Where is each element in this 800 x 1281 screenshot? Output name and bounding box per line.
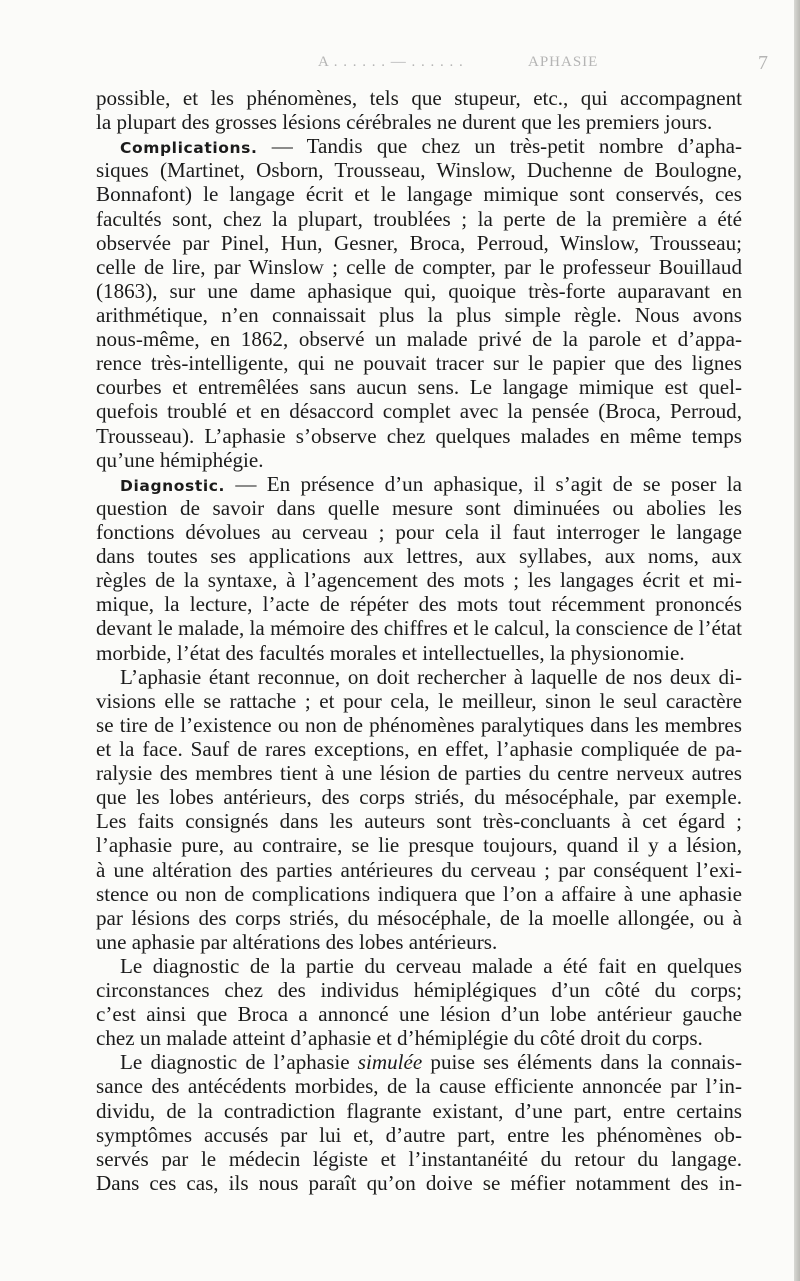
- text-line: règles de la syntaxe, à l’agencement des mots ; les langages écrit et mi-: [96, 568, 742, 593]
- running-header-bleedthrough: [0, 52, 800, 76]
- text-line: ralysie des membres tient à une lésion de parties du centre nerveux autres: [96, 761, 742, 786]
- text-line: dans toutes ses applications aux lettres, aux syllabes, aux noms, aux: [96, 544, 742, 569]
- text-line: une aphasie par altérations des lobes antérieurs.: [96, 929, 498, 954]
- text-line: mique, la lecture, l’acte de répéter des mots tout récemment prononcés: [96, 592, 742, 617]
- text-line: Trousseau). L’aphasie s’observe chez quelques malades en même temps: [96, 423, 742, 448]
- text-line: siques (Martinet, Osborn, Trousseau, Winslow, Duchenne de Boulogne,: [96, 158, 742, 183]
- text-line: que les lobes antérieurs, des corps striés, du mésocéphale, par exemple.: [96, 785, 742, 810]
- page-edge: [794, 0, 800, 1281]
- header-left: A . . . . . . — . . . . . .: [318, 54, 464, 70]
- text-line: servés par le médecin légiste et l’instantanéité du retour du langage.: [96, 1146, 742, 1171]
- text-line: c’est ainsi que Broca a annoncé une lésion d’un lobe antérieur gauche: [96, 1002, 742, 1027]
- text-line: stence ou non de complications indiquera que l’on a affaire à une aphasie: [96, 881, 742, 906]
- text-line: possible, et les phénomènes, tels que stupeur, etc., qui accompagnent: [96, 86, 742, 110]
- text-line: Le diagnostic de la partie du cerveau malade a été fait en quelques: [120, 953, 742, 978]
- text-line: qu’une hémiphégie.: [96, 447, 264, 472]
- text-line: rence très-intelligente, qui ne pouvait tracer sur le papier que des lignes: [96, 351, 742, 376]
- text-line: Le diagnostic de l’aphasie simulée puise ses éléments dans la connais-: [120, 1050, 742, 1075]
- text-line: circonstances chez des individus hémiplégiques d’un côté du corps;: [96, 978, 742, 1003]
- text-line: et la face. Sauf de rares exceptions, en effet, l’aphasie compliquée de pa-: [96, 736, 742, 761]
- text-line: se tire de l’existence ou non de phénomènes paralytiques dans les membres: [96, 712, 742, 737]
- text-line: quefois troublé et en désaccord complet avec la pensée (Broca, Perroud,: [96, 399, 742, 424]
- emphasis-simulee: simulée: [357, 1050, 423, 1075]
- text-line: Complications. — Tandis que chez un très-petit nombre d’apha-: [120, 134, 742, 159]
- text-line: l’aphasie pure, au contraire, se lie presque toujours, quand il y a lésion,: [96, 833, 742, 858]
- text-line: la plupart des grosses lésions cérébrales ne durent que les premiers jours.: [96, 110, 713, 135]
- text-line: Bonnafont) le langage écrit et le langage mimique sont conservés, ces: [96, 182, 742, 207]
- text-line: question de savoir dans quelle mesure sont diminuées ou abolies les: [96, 495, 742, 520]
- text-line: devant le malade, la mémoire des chiffres et le calcul, la conscience de l’état: [96, 616, 742, 641]
- body-text: [96, 86, 742, 1195]
- text-line: sance des antécédents morbides, de la cause efficiente annoncée par l’in-: [96, 1074, 742, 1099]
- text-line: fonctions dévolues au cerveau ; pour cela il faut interroger le langage: [96, 519, 742, 544]
- text-line: Dans ces cas, ils nous paraît qu’on doive se méfier notamment des in-: [96, 1170, 742, 1195]
- section-heading-diagnostic: Diagnostic.: [120, 476, 226, 495]
- text-line: symptômes accusés par lui et, d’autre part, entre les phénomènes ob-: [96, 1122, 742, 1147]
- header-right: APHASIE: [528, 54, 599, 70]
- text-line: observée par Pinel, Hun, Gesner, Broca, Perroud, Winslow, Trousseau;: [96, 230, 742, 255]
- text-line: morbide, l’état des facultés morales et intellectuelles, la physionomie.: [96, 640, 685, 665]
- text-line: Diagnostic. — En présence d’un aphasique, il s’agit de se poser la: [120, 471, 742, 496]
- text-line: courbes et entremêlées sans aucun sens. Le langage mimique est quel-: [96, 375, 742, 400]
- text-line: à une altération des parties antérieures du cerveau ; par conséquent l’exi-: [96, 857, 742, 882]
- text-line: Les faits consignés dans les auteurs sont très-concluants à cet égard ;: [96, 809, 742, 834]
- text-line: par lésions des corps striés, du mésocéphale, de la moelle allongée, ou à: [96, 905, 742, 930]
- text-line: celle de lire, par Winslow ; celle de compter, par le professeur Bouillaud: [96, 254, 742, 279]
- text-line: arithmétique, n’en connaissait plus la plus simple règle. Nous avons: [96, 302, 742, 327]
- section-heading-complications: Complications.: [120, 139, 258, 158]
- text-line: chez un malade atteint d’aphasie et d’hémiplégie du côté droit du corps.: [96, 1026, 703, 1051]
- text-line: nous-même, en 1862, observé un malade privé de la parole et d’appa-: [96, 327, 742, 352]
- text-line: facultés sont, chez la plupart, troublées ; la perte de la première a été: [96, 206, 742, 231]
- text-line: visions elle se rattache ; et pour cela, le meilleur, sinon le seul caractère: [96, 688, 742, 713]
- page-number: 7: [758, 52, 769, 74]
- text-line: (1863), sur une dame aphasique qui, quoique très-forte auparavant en: [96, 278, 742, 303]
- text-line: L’aphasie étant reconnue, on doit rechercher à laquelle de nos deux di-: [120, 664, 742, 689]
- text-line: dividu, de la contradiction flagrante existant, d’une part, entre certains: [96, 1098, 742, 1123]
